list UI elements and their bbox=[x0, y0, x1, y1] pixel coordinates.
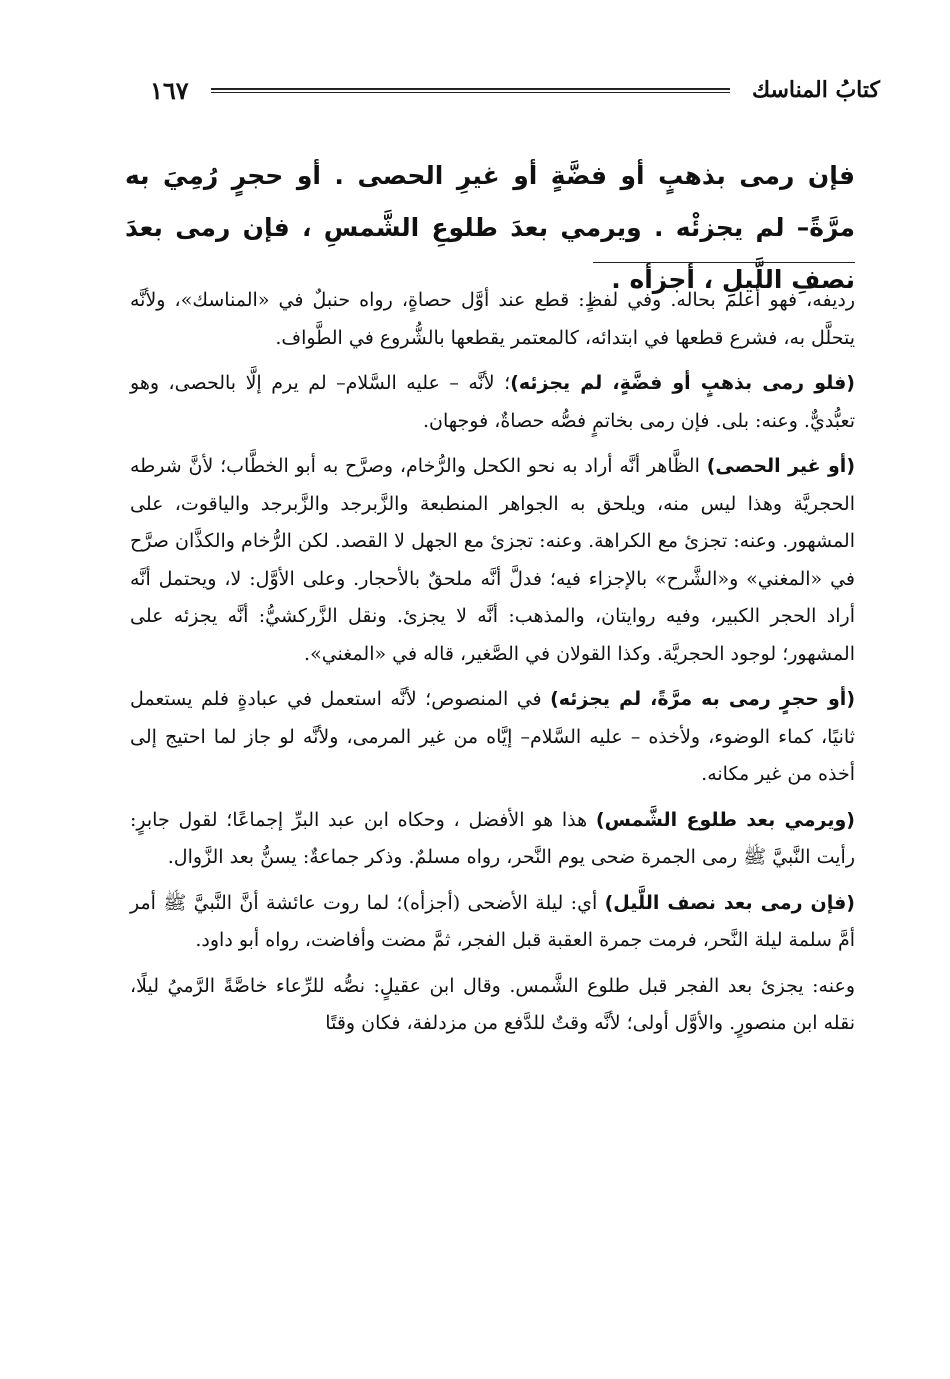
commentary-paragraph bbox=[130, 802, 855, 877]
commentary-text: هذا هو الأفضل ، وحكاه ابن عبد البرِّ إجماعًا؛ لقول جابرٍ: رأيت النَّبيَّ ﷺ رمى الجمرة ضحى يوم النَّحر، رواه مسلمٌ. وذكر جماعةٌ: يسنُّ بعد الزَّوال. bbox=[130, 808, 855, 868]
text-separator-rule bbox=[593, 262, 855, 263]
page-number: ١٦٧ bbox=[150, 75, 189, 105]
commentary-paragraph bbox=[130, 681, 855, 794]
commentary-paragraph bbox=[130, 365, 855, 440]
commentary bbox=[130, 282, 855, 1051]
commentary-quote: (ويرمي بعد طلوع الشَّمس) bbox=[595, 808, 855, 831]
commentary-quote: (فإن رمى بعد نصف اللَّيل) bbox=[604, 891, 855, 914]
commentary-paragraph bbox=[130, 885, 855, 960]
header-rule bbox=[211, 88, 730, 93]
commentary-paragraph bbox=[130, 448, 855, 673]
book-title: كتابُ المناسك bbox=[751, 77, 880, 103]
commentary-paragraph bbox=[130, 968, 855, 1043]
commentary-quote: (أو غير الحصى) bbox=[706, 455, 856, 477]
main-text-paragraph: فإن رمى بذهبٍ أو فضَّةٍ أو غيرِ الحصى . أو حجرٍ رُمِيَ به مرَّةً– لم يجزئْه . ويرمي بعدَ طلوعِ الشَّمسِ ، فإن رمى بعدَ نصفِ اللَّيلِ ، أجزأه . bbox=[125, 161, 855, 294]
commentary-text: أي: ليلة الأضحى (أجزأه)؛ لما روت عائشة أنَّ النَّبيَّ ﷺ أمر أمَّ سلمة ليلة النَّحر، فرمت جمرة العقبة قبل الفجر، ثمَّ مضت وأفاضت، رواه أبو داود. bbox=[130, 891, 855, 951]
commentary-text: وعنه: يجزئ بعد الفجر قبل طلوع الشَّمس. وقال ابن عقيلٍ: نصُّه للرِّعاء خاصَّةً الرَّميُ ليلًا، نقله ابن منصورٍ. والأوَّل أولى؛ لأنَّه وقتٌ للدَّفع من مزدلفة، فكان وقتًا bbox=[130, 974, 855, 1034]
commentary-text: ؛ لأنَّه – عليه السَّلام– لم يرم إلَّا بالحصى، وهو تعبُّديٌّ. وعنه: بلى. فإن رمى بخاتمٍ فصُّه حصاةٌ، فوجهان. bbox=[130, 372, 855, 432]
commentary-text: في المنصوص؛ لأنَّه استعمل في عبادةٍ فلم يستعمل ثانيًا، كماء الوضوء، ولأخذه – عليه السَّلام– إيَّاه من غير المرمى، ولأنَّه لو جاز لما احتيج إلى أخذه من غير مكانه. bbox=[130, 688, 855, 785]
commentary-text: رديفه، فهو أعلم بحاله. وفي لفظٍ: قطع عند أوَّل حصاةٍ، رواه حنبلٌ في «المناسك»، ولأنَّه يتحلَّل به، فشرع قطعها في ابتدائه، كالمعتمر يقطعها بالشُّروع في الطَّواف. bbox=[130, 289, 855, 349]
commentary-quote: (أو حجرٍ رمى به مرَّةً، لم يجزئه) bbox=[550, 688, 855, 710]
commentary-paragraph bbox=[130, 282, 855, 357]
commentary-text: الظَّاهر أنَّه أراد به نحو الكحل والرُّخام، وصرَّح به أبو الخطَّاب؛ لأنَّ شرطه الحجريَّة وهذا ليس منه، ويلحق به الجواهر المنطبعة والزَّبرجد والزَّبرجد والياقوت، على المشهور. وعنه: تجزئ مع الكراهة. وعنه: تجزئ مع الجهل لا القصد. لكن الرُّخام والكذَّان صرَّح في «المغني» و«الشَّرح» بالإجزاء فيه؛ فدلَّ أنَّه ملحقٌ بالأحجار. وعلى الأوَّل: لا، ويحتمل أنَّه أراد الحجر الكبير، وفيه روايتان، والمذهب: أنَّه لا يجزئ. ونقل الزَّركشيُّ: أنَّه يجزئه على المشهور؛ لوجود الحجريَّة. وكذا القولان في الصَّغير، قاله في «المغني». bbox=[130, 455, 855, 665]
commentary-quote: (فلو رمى بذهبٍ أو فضَّةٍ، لم يجزئه) bbox=[510, 372, 855, 394]
page-header bbox=[150, 70, 880, 110]
